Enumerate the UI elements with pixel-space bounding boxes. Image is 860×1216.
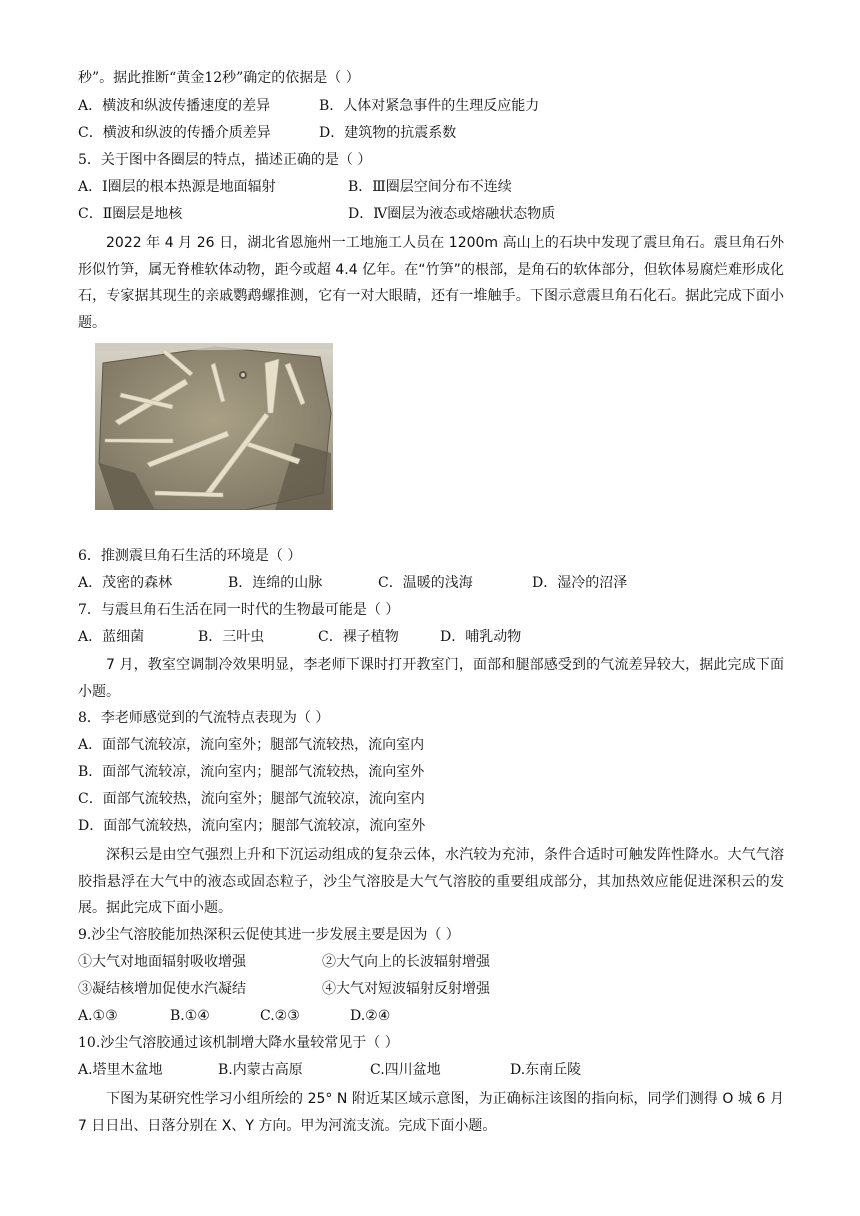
q10-option-d: D.东南丘陵 [510,1062,582,1078]
q7-stem: 7．与震旦角石生活在同一时代的生物最可能是（ ） [78,602,400,618]
q6-stem: 6．推测震旦角石生活的环境是（ ） [78,548,302,564]
passage-fossil [78,230,784,336]
q9-option-a: A.①③ [78,1008,118,1024]
q9-statement-1: ①大气对地面辐射吸收增强 [78,954,246,970]
q6-option-c: C．温暖的浅海 [378,575,473,591]
passage-aircon-text: 7 月，教室空调制冷效果明显，李老师下课时打开教室门，面部和腿部感受到的气流差异较大，据此完成下面小题。 [78,657,784,700]
q10-option-c: C.四川盆地 [370,1062,441,1078]
q9-statement-4: ④大气对短波辐射反射增强 [322,981,490,997]
q7-option-d: D．哺乳动物 [440,629,522,645]
q6-option-a: A．茂密的森林 [78,575,173,591]
passage-map-text: 下图为某研究性学习小组所绘的 25° N 附近某区域示意图，为正确标注该图的指向标，同学们测得 O 城 6 月 7 日日出、日落分别在 X、Y 方向。甲为河流支流。完成下面小题。 [78,1091,784,1134]
q4-option-d: D．建筑物的抗震系数 [319,125,457,141]
q4-option-a: A．横波和纵波传播速度的差异 [78,98,271,114]
q9-option-d: D.②④ [350,1008,391,1024]
passage-aircon [78,652,784,705]
passage-cumulus-text: 深积云是由空气强烈上升和下沉运动组成的复杂云体，水汽较为充沛，条件合适时可触发阵性降水。大气气溶胶指悬浮在大气中的液态或固态粒子，沙尘气溶胶是大气气溶胶的重要组成部分，其加热效应能促进深积云的发展。据此完成下面小题。 [78,847,784,916]
q8-stem: 8．李老师感觉到的气流特点表现为（ ） [78,710,330,726]
q6-option-b: B．连绵的山脉 [228,575,323,591]
q4-stem-tail: 秒”。据此推断“黄金12秒”确定的依据是（ ） [78,70,360,86]
q4-option-c: C．横波和纵波的传播介质差异 [78,125,271,141]
q9-option-c: C.②③ [260,1008,300,1024]
q5-option-d: D．Ⅳ圈层为液态或熔融状态物质 [348,206,556,222]
q9-option-b: B.①④ [170,1008,210,1024]
passage-map [78,1086,784,1139]
q8-option-a: A．面部气流较凉，流向室外；腿部气流较热，流向室内 [78,737,425,753]
q9-statement-2: ②大气向上的长波辐射增强 [322,954,490,970]
q5-option-a: A．Ⅰ圈层的根本热源是地面辐射 [78,179,276,195]
q9-stem: 9.沙尘气溶胶能加热深积云促使其进一步发展主要是因为（ ） [78,927,460,943]
passage-fossil-text: 2022 年 4 月 26 日，湖北省恩施州一工地施工人员在 1200m 高山上的石块中发现了震旦角石。震旦角石外形似竹笋，属无脊椎软体动物，距今或超 4.4 亿年。在“竹笋”的根部，是角石的软体部分，但软体易腐烂难形成化石，专家据其现生的亲戚鹦鹉螺推测，它有一对大眼睛，还有一堆触手。下图示意震旦角石化石。据此完成下面小题。 [78,235,784,331]
q6-option-d: D．湿冷的沼泽 [532,575,628,591]
q5-option-c: C．Ⅱ圈层是地核 [78,206,183,222]
q10-stem: 10.沙尘气溶胶通过该机制增大降水量较常见于（ ） [78,1035,399,1051]
q8-option-c: C．面部气流较热，流向室外；腿部气流较凉，流向室内 [78,791,425,807]
q10-option-b: B.内蒙古高原 [218,1062,303,1078]
q5-option-b: B．Ⅲ圈层空间分布不连续 [348,179,512,195]
q7-option-b: B．三叶虫 [198,629,265,645]
fossil-image [95,343,333,510]
q8-option-d: D．面部气流较热，流向室内；腿部气流较凉，流向室外 [78,818,426,834]
passage-cumulus [78,842,784,922]
q7-option-c: C．裸子植物 [318,629,399,645]
q9-statement-3: ③凝结核增加促使水汽凝结 [78,981,246,997]
q4-option-b: B．人体对紧急事件的生理反应能力 [319,98,540,114]
q7-option-a: A．蓝细菌 [78,629,145,645]
q8-option-b: B．面部气流较凉，流向室内；腿部气流较热，流向室外 [78,764,425,780]
q10-option-a: A.塔里木盆地 [78,1062,163,1078]
fossil-photo [95,343,333,510]
q5-stem: 5．关于图中各圈层的特点，描述正确的是（ ） [78,152,372,168]
